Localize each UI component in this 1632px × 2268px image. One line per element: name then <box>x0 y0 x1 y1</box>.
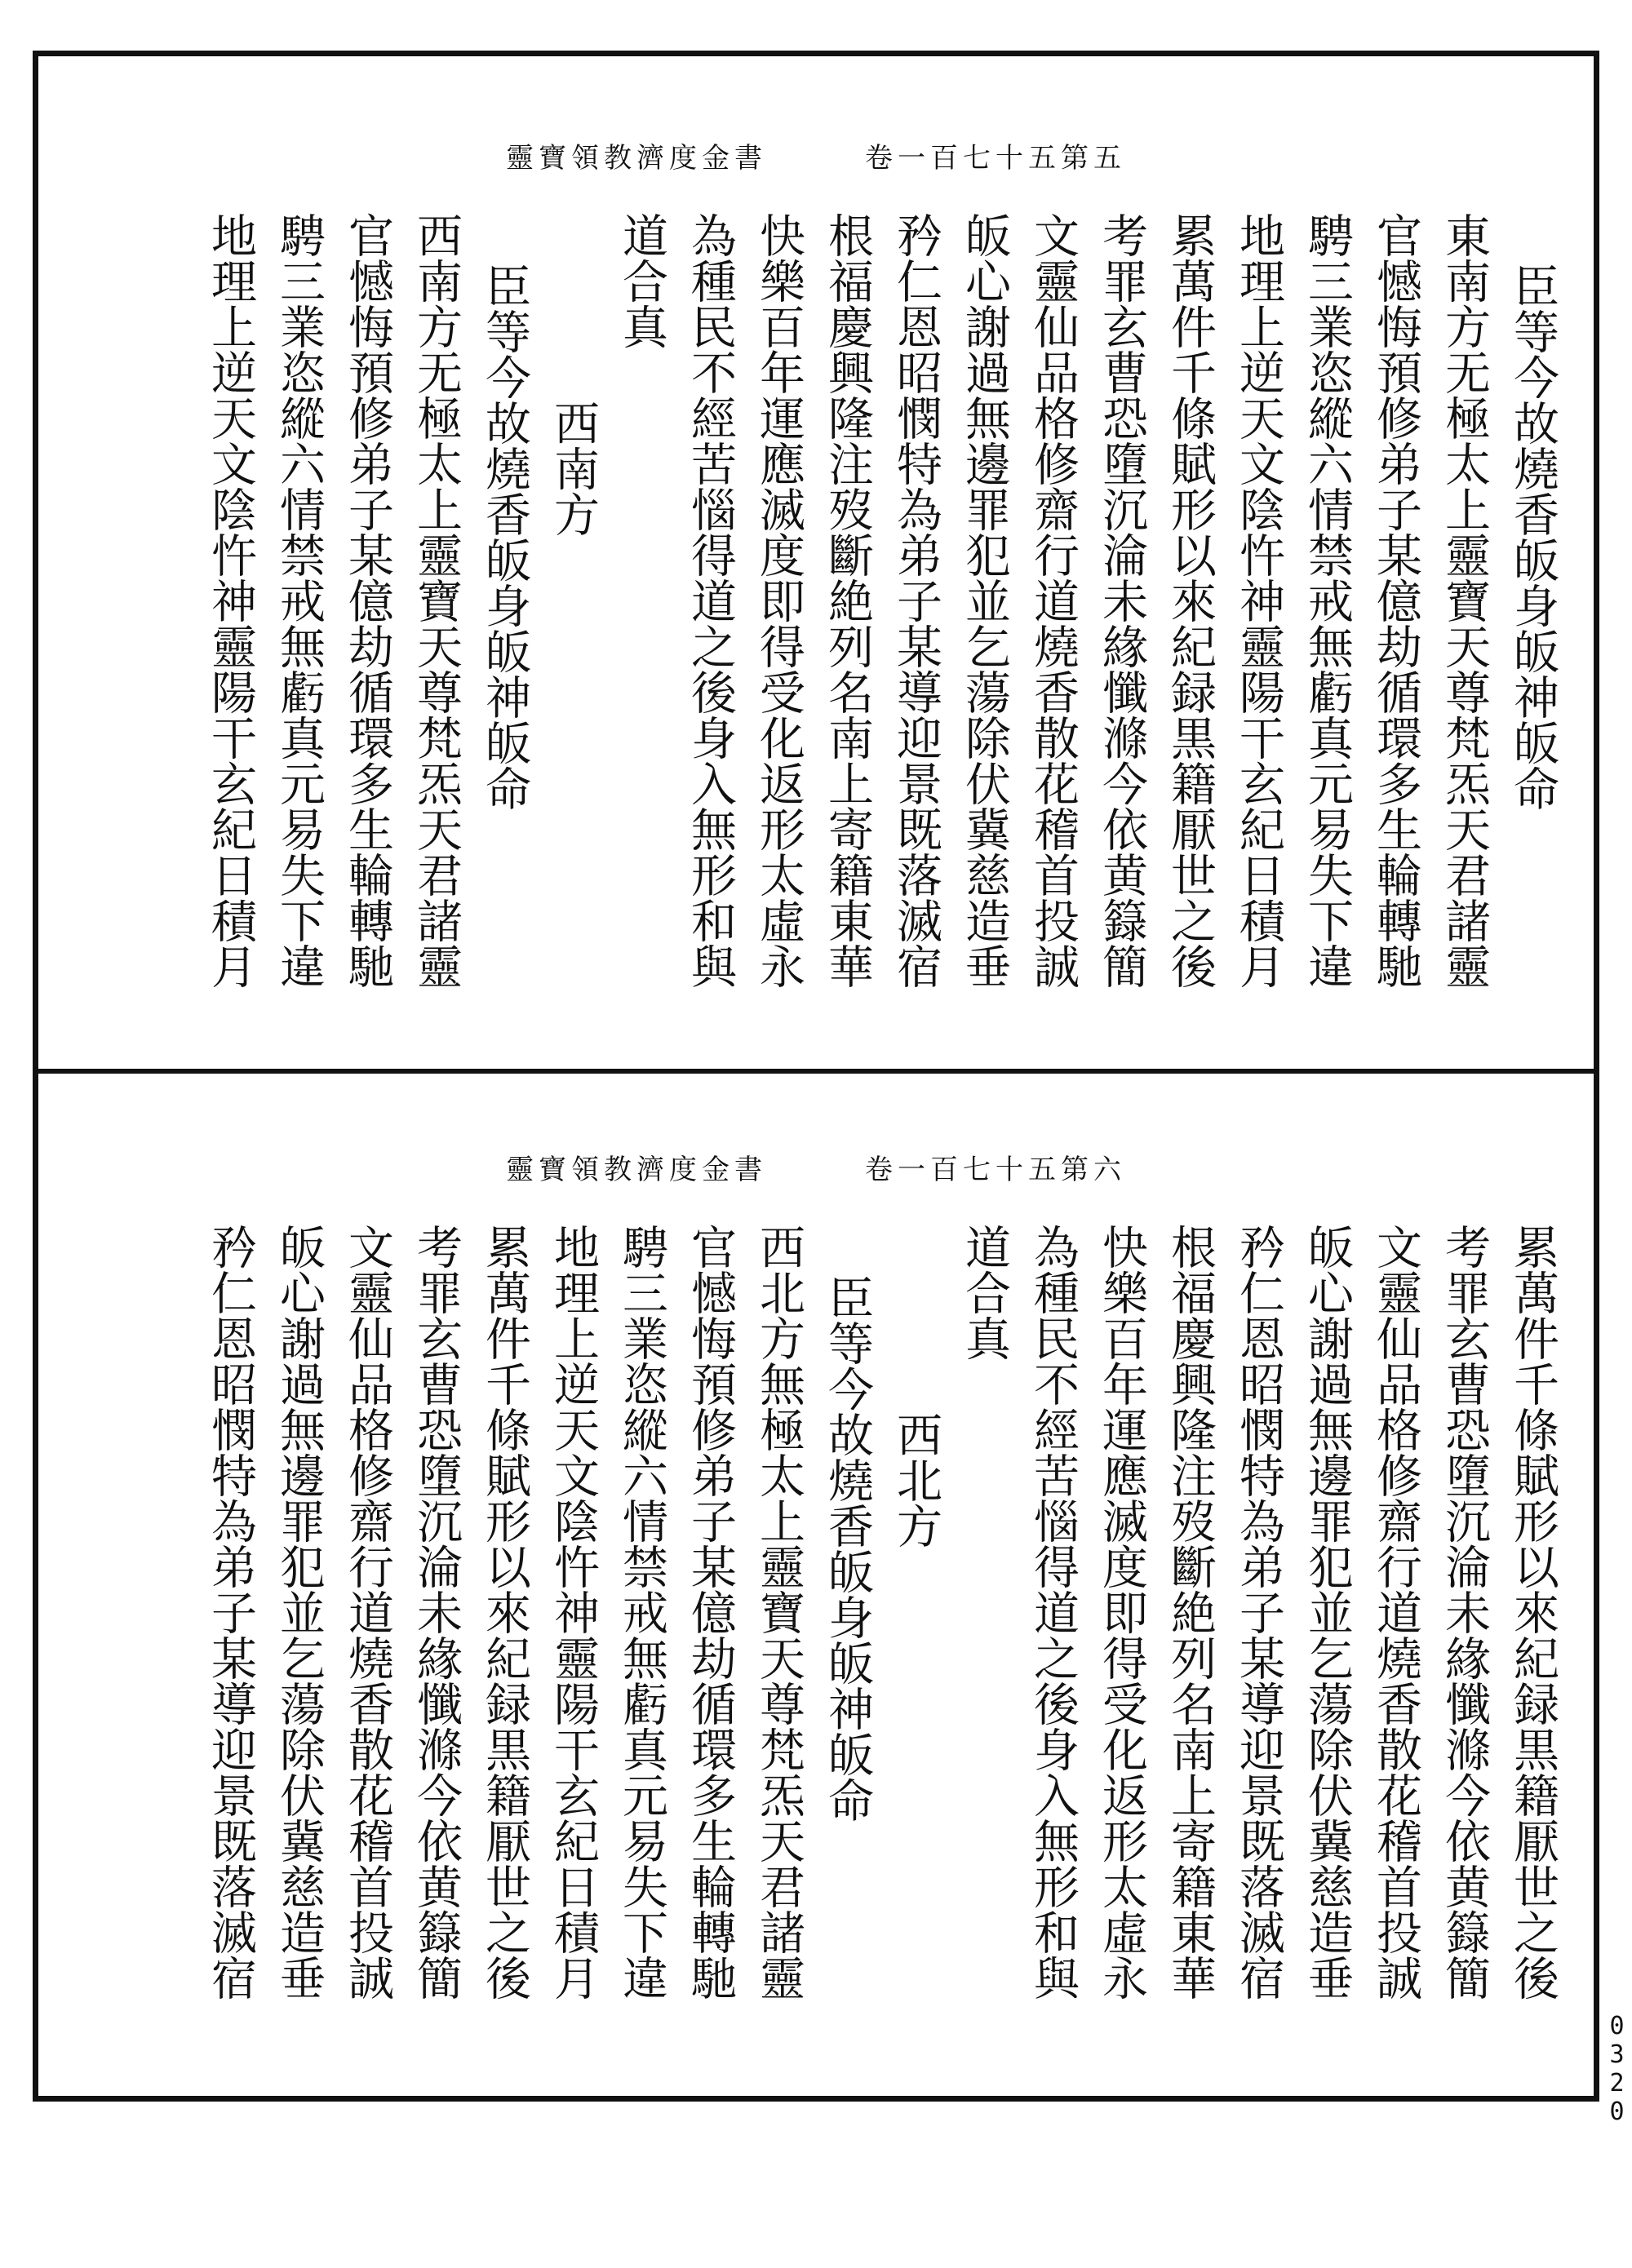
bottom-header-title: 靈寶領教濟度金書 <box>506 1153 767 1186</box>
text-column: 累萬件千條賦形以來紀録黒籍厭世之後 <box>1506 1224 1559 2000</box>
text-column: 根福慶興隆注歿斷絶列名南上寄籍東華 <box>1164 1224 1217 2000</box>
text-column: 東南方无極太上靈寶天尊梵炁天君諸靈 <box>1438 212 1491 989</box>
top-header-title: 靈寶領教濟度金書 <box>506 141 767 175</box>
text-column: 西南方 <box>547 400 600 537</box>
page-number: 0320 <box>1603 2012 1631 2126</box>
text-column: 為種民不經苦惱得道之後身入無形和與 <box>684 212 737 989</box>
text-column: 考罪玄曹恐墮沉淪未緣懺滌今依黄籙簡 <box>410 1224 463 2000</box>
text-column: 矜仁恩昭憫特為弟子某導迎景既落滅宿 <box>204 1224 257 2000</box>
text-column: 考罪玄曹恐墮沉淪未緣懺滌今依黄籙簡 <box>1438 1224 1491 2000</box>
text-column: 騁三業恣縱六情禁戒無虧真元易失下違 <box>273 212 326 989</box>
text-column: 文靈仙品格修齋行道燒香散花稽首投誠 <box>1369 1224 1422 2000</box>
bottom-header-volume: 卷一百七十五第六 <box>865 1153 1126 1186</box>
text-column: 根福慶興隆注歿斷絶列名南上寄籍東華 <box>821 212 874 989</box>
text-column: 文靈仙品格修齋行道燒香散花稽首投誠 <box>1027 212 1080 989</box>
text-column: 地理上逆天文陰忤神靈陽干玄紀日積月 <box>204 212 257 989</box>
text-column: 騁三業恣縱六情禁戒無虧真元易失下違 <box>1301 212 1354 989</box>
text-column: 西北方無極太上靈寶天尊梵炁天君諸靈 <box>752 1224 805 2000</box>
top-header <box>65 131 1567 179</box>
text-column: 道合真 <box>615 212 668 349</box>
text-column: 官憾悔預修弟子某億劫循環多生輪轉馳 <box>1369 212 1422 989</box>
text-column: 矜仁恩昭憫特為弟子某導迎景既落滅宿 <box>1232 1224 1285 2000</box>
text-column: 地理上逆天文陰忤神靈陽干玄紀日積月 <box>1232 212 1285 989</box>
text-column: 地理上逆天文陰忤神靈陽干玄紀日積月 <box>547 1224 600 2000</box>
text-column: 西北方 <box>889 1411 942 1548</box>
bottom-panel <box>65 1142 1567 2080</box>
text-column: 快樂百年運應滅度即得受化返形太虛永 <box>752 212 805 989</box>
text-column: 為種民不經苦惱得道之後身入無形和與 <box>1027 1224 1080 2000</box>
text-column: 文靈仙品格修齋行道燒香散花稽首投誠 <box>341 1224 394 2000</box>
text-column: 快樂百年運應滅度即得受化返形太虛永 <box>1095 1224 1148 2000</box>
text-column: 皈心謝過無邊罪犯並乞蕩除伏冀慈造垂 <box>958 212 1011 989</box>
text-column: 考罪玄曹恐墮沉淪未緣懺滌今依黄籙簡 <box>1095 212 1148 989</box>
text-column: 累萬件千條賦形以來紀録黒籍厭世之後 <box>1164 212 1217 989</box>
text-column: 臣等今故燒香皈身皈神皈命 <box>821 1274 874 1823</box>
text-column: 官憾悔預修弟子某億劫循環多生輪轉馳 <box>684 1224 737 2000</box>
bottom-text-columns <box>65 1224 1567 2080</box>
text-column: 皈心謝過無邊罪犯並乞蕩除伏冀慈造垂 <box>273 1224 326 2000</box>
text-column: 臣等今故燒香皈身皈神皈命 <box>1506 263 1559 811</box>
text-column: 道合真 <box>958 1224 1011 1361</box>
text-column: 西南方无極太上靈寶天尊梵炁天君諸靈 <box>410 212 463 989</box>
text-column: 累萬件千條賦形以來紀録黒籍厭世之後 <box>478 1224 531 2000</box>
text-column: 騁三業恣縱六情禁戒無虧真元易失下違 <box>615 1224 668 2000</box>
text-column: 皈心謝過無邊罪犯並乞蕩除伏冀慈造垂 <box>1301 1224 1354 2000</box>
text-column: 矜仁恩昭憫特為弟子某導迎景既落滅宿 <box>889 212 942 989</box>
text-column: 官憾悔預修弟子某億劫循環多生輪轉馳 <box>341 212 394 989</box>
panel-divider <box>33 1069 1599 1074</box>
bottom-header <box>65 1142 1567 1191</box>
text-column: 臣等今故燒香皈身皈神皈命 <box>478 263 531 811</box>
top-panel <box>65 131 1567 1044</box>
top-header-volume: 卷一百七十五第五 <box>865 141 1126 175</box>
top-text-columns <box>65 212 1567 1044</box>
